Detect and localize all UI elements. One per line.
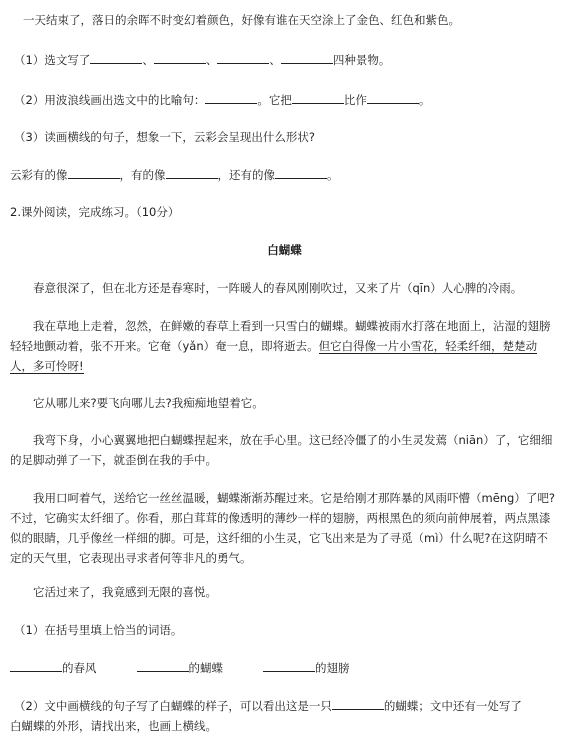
subquestion-1: （1）在括号里填上恰当的词语。: [14, 623, 183, 637]
answer-blank[interactable]: [367, 91, 419, 104]
passage-intro: 一天结束了，落日的余晖不时变幻着颜色，好像有谁在天空涂上了金色、红色和紫色。: [23, 13, 460, 27]
answer-blank[interactable]: [166, 166, 218, 179]
answer-blank[interactable]: [332, 697, 384, 710]
answer-blank[interactable]: [275, 166, 327, 179]
answer-blank[interactable]: [68, 166, 120, 179]
underlined-sentence: 但它白得像一片小雪花，轻柔纤细，楚楚动人，多可怜呀!: [10, 339, 538, 373]
answer-blank[interactable]: [205, 91, 257, 104]
story-paragraph: 我用口呵着气，送给它一丝丝温暖，蝴蝶渐渐苏醒过来。它是给刚才那阵暴的风雨吓懵（mēng）了吧?不过，它确实太纤细了。你看，那白茸茸的像透明的薄纱一样的翅膀，两根黑色的须向前伸展着，两点黑漆似的眼睛，几乎像丝一样细的脚。可是，这纤细的小生灵，它飞出来是为了寻觅（mì）什么呢?在这阴晴不定的天气里，它表现出寻求者何等非凡的勇气。: [10, 491, 555, 565]
answer-blank[interactable]: [281, 51, 333, 64]
answer-blank[interactable]: [90, 51, 142, 64]
subquestion-2-cont: 白蝴蝶的外形，请找出来，也画上横线。: [10, 719, 217, 733]
story-paragraph: 它活过来了，我竟感到无限的喜悦。: [33, 585, 217, 599]
answer-blank[interactable]: [10, 659, 62, 672]
story-paragraph: 我弯下身，小心翼翼地把白蝴蝶捏起来，放在手心里。这已经冷僵了的小生灵发蔫（niān）了，它细细的足脚动弹了一下，就歪倒在我的手中。: [10, 433, 553, 467]
story-paragraph: 春意很深了，但在北方还是春寒时，一阵暖人的春风刚刚吹过，又来了片（qīn）人心脾的冷雨。: [33, 281, 523, 295]
question-1: （1）选文写了 、 、 、 四种景物。: [14, 53, 391, 67]
story-title: 白蝴蝶: [267, 243, 302, 257]
question-3: （3）读画横线的句子，想象一下，云彩会呈现出什么形状?: [14, 130, 315, 144]
answer-blank[interactable]: [292, 91, 344, 104]
subquestion-2: （2）文中画横线的句子写了白蝴蝶的样子，可以看出这是一只 的蝴蝶；文中还有一处写了: [14, 699, 522, 713]
answer-blank[interactable]: [137, 659, 189, 672]
answer-blank[interactable]: [154, 51, 206, 64]
story-paragraph: 它从哪儿来?要飞向哪儿去?我痴痴地望着它。: [33, 396, 264, 410]
word-fill-line: 的春风 的蝴蝶 的翅膀: [10, 658, 350, 678]
section-heading: 2.课外阅读，完成练习。（10分）: [10, 205, 180, 219]
question-2: （2）用波浪线画出选文中的比喻句： 。它把 比作 。: [14, 93, 431, 107]
story-paragraph: 我在草地上走着，忽然，在鲜嫩的春草上看到一只雪白的蝴蝶。蝴蝶被雨水打落在地面上，沾湿的翅膀轻轻地颤动着，张不开来。它奄（yǎn）奄一息，即将逝去。但它白得像一片小雪花，轻柔纤细，楚楚动人，多可怜呀!: [10, 319, 551, 373]
answer-blank[interactable]: [263, 659, 315, 672]
cloud-answer-line: 云彩有的像 ，有的像 ，还有的像 。: [10, 168, 339, 182]
answer-blank[interactable]: [217, 51, 269, 64]
